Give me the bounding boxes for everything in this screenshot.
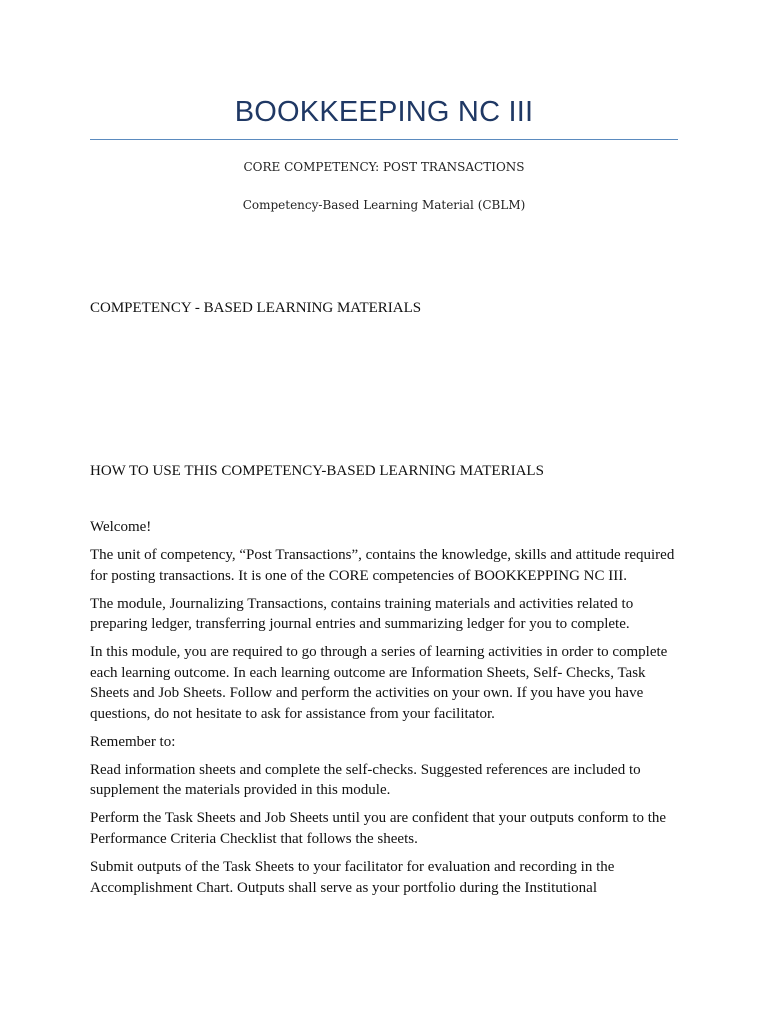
material-subtitle: Competency-Based Learning Material (CBLM) [242,198,526,212]
paragraph-module: The module, Journalizing Transactions, contains training materials and activities related to preparing ledger, transferring journal entries and summarizing ledger for you to complete. [90,595,634,633]
document-title: BOOKKEEPING NC III [234,96,534,128]
core-competency-subtitle: CORE COMPETENCY: POST TRANSACTIONS [243,160,525,174]
paragraph-task-sheets: Perform the Task Sheets and Job Sheets until you are confident that your outputs conform to the Performance Criteria Checklist that follows the sheets. [90,810,667,848]
materials-heading: COMPETENCY - BASED LEARNING MATERIALS [90,300,422,316]
body-text [90,517,680,906]
paragraph-learning-activities: In this module, you are required to go through a series of learning activities in order to complete each learning outcome. In each learning outcome are Information Sheets, Self- Checks, Task Sheets and Job Sheets. Follow and perform the activities on your own. If you have you have questions, do not hesitate to ask for assistance from your facilitator. [90,644,668,722]
paragraph-unit-of-competency: The unit of competency, “Post Transactions”, contains the knowledge, skills and attitude required for posting transactions. It is one of the CORE competencies of BOOKKEPPING NC III. [90,546,675,584]
paragraph-information-sheets: Read information sheets and complete the self-checks. Suggested references are included to supplement the materials provided in this module. [90,761,641,799]
title-divider [90,139,678,140]
how-to-use-heading: HOW TO USE THIS COMPETENCY-BASED LEARNING MATERIALS [90,463,544,479]
paragraph-submit-outputs: Submit outputs of the Task Sheets to your facilitator for evaluation and recording in the Accomplishment Chart. Outputs shall serve as your portfolio during the Institutional [90,859,615,896]
paragraph-remember: Remember to: [90,733,176,750]
paragraph-welcome: Welcome! [90,519,152,535]
